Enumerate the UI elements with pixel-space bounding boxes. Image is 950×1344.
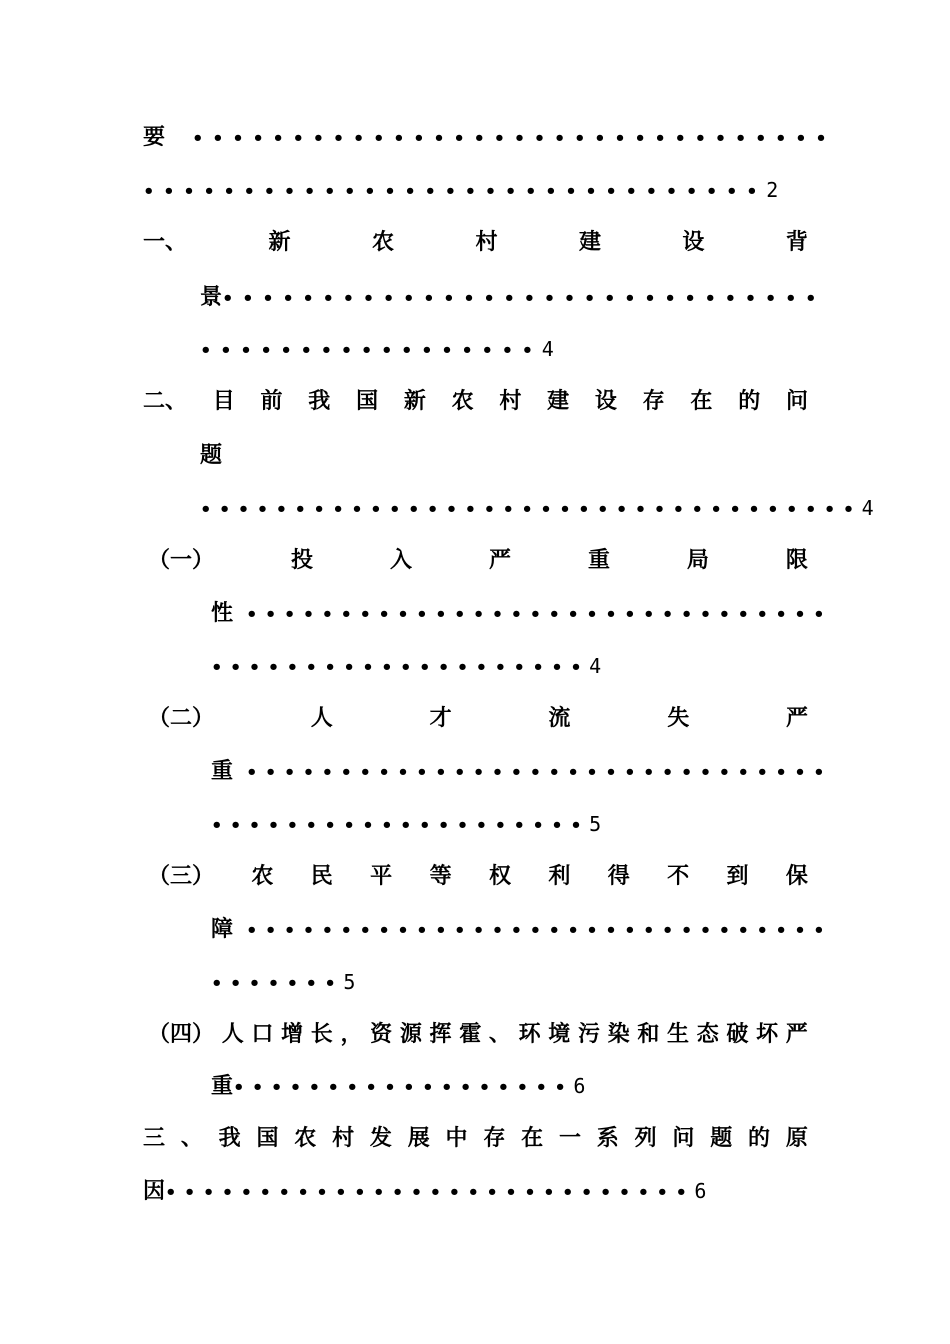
leader-dots: ••••••• bbox=[211, 973, 344, 994]
title-char: 在 bbox=[521, 1125, 544, 1151]
leader-dots: •••••••••••••••••••••••••••••••• bbox=[192, 128, 836, 149]
title-char: 、 bbox=[180, 1125, 203, 1151]
title-char: 局 bbox=[686, 547, 709, 573]
leader-dots: ••••••••••••••••• bbox=[200, 340, 542, 361]
toc-entry-title: 要 bbox=[143, 124, 166, 150]
page-number: 6 bbox=[694, 1179, 707, 1203]
leader-dots: ••••••••••••••••••••••••••••••• bbox=[246, 920, 833, 941]
title-char: 资 bbox=[370, 1021, 393, 1047]
title-char: 农 bbox=[294, 1125, 317, 1151]
title-char: 人 bbox=[310, 705, 333, 731]
title-char: 境 bbox=[548, 1021, 571, 1047]
title-char: 口 bbox=[251, 1021, 274, 1047]
title-char: 列 bbox=[634, 1125, 657, 1151]
title-char: 题 bbox=[710, 1125, 733, 1151]
toc-entry-sub4[interactable] bbox=[148, 1019, 808, 1049]
title-char: 设 bbox=[682, 229, 705, 255]
title-char: 限 bbox=[785, 547, 808, 573]
title-char: 投 bbox=[290, 547, 313, 573]
page-number: 6 bbox=[573, 1074, 586, 1098]
title-char: 流 bbox=[548, 705, 571, 731]
title-char: 民 bbox=[310, 863, 333, 889]
toc-entry-sub4-cont[interactable] bbox=[211, 1071, 808, 1101]
toc-entry-sub1[interactable] bbox=[148, 545, 808, 575]
title-char: 三 bbox=[143, 1125, 166, 1151]
title-char: 村 bbox=[332, 1125, 355, 1151]
title-char: 得 bbox=[607, 863, 630, 889]
toc-entry-sub3[interactable] bbox=[148, 861, 808, 891]
title-char: 农 bbox=[451, 388, 474, 414]
toc-entry-sub1-page[interactable] bbox=[211, 651, 808, 681]
toc-entry-section2-page[interactable] bbox=[200, 493, 874, 523]
page-number: 4 bbox=[589, 654, 602, 678]
toc-entry-section1-page[interactable] bbox=[200, 334, 808, 364]
section-prefix: （三） bbox=[148, 863, 215, 889]
toc-entry-summary[interactable] bbox=[143, 122, 836, 152]
toc-entry-sub2-cont[interactable] bbox=[211, 756, 833, 786]
title-char: 平 bbox=[370, 863, 393, 889]
leader-dots: •••••••••••••••••••• bbox=[211, 657, 590, 678]
section-prefix: （二） bbox=[148, 705, 215, 731]
title-char: 问 bbox=[672, 1125, 695, 1151]
title-char: 重 bbox=[587, 547, 610, 573]
title-char: 的 bbox=[748, 1125, 771, 1151]
toc-entry-sub2-page[interactable] bbox=[211, 809, 808, 839]
title-char: 权 bbox=[488, 863, 511, 889]
title-char: 新 bbox=[268, 229, 291, 255]
title-char: 的 bbox=[738, 388, 761, 414]
title-char: 中 bbox=[445, 1125, 468, 1151]
title-char: 入 bbox=[389, 547, 412, 573]
title-char: 存 bbox=[483, 1125, 506, 1151]
title-char: 利 bbox=[548, 863, 571, 889]
title-char: 目 bbox=[212, 388, 235, 414]
title-char: 、 bbox=[488, 1021, 511, 1047]
toc-entry-section2-cont[interactable] bbox=[200, 440, 808, 470]
title-char: 国 bbox=[256, 1125, 279, 1151]
title-char: 不 bbox=[667, 863, 690, 889]
leader-dots: •••••••••••••••••••• bbox=[211, 815, 590, 836]
section-prefix: 二、 bbox=[143, 388, 188, 414]
toc-entry-summary-cont[interactable] bbox=[143, 175, 808, 205]
leader-dots: ••••••••••••••••••••••••••••••••••• bbox=[200, 499, 862, 520]
title-char: 建 bbox=[578, 229, 601, 255]
title-char: 挥 bbox=[429, 1021, 452, 1047]
toc-entry-section3-cont[interactable] bbox=[143, 1176, 808, 1206]
title-char: 在 bbox=[690, 388, 713, 414]
toc-entry-sub3-page[interactable] bbox=[211, 967, 808, 997]
title-char: 环 bbox=[518, 1021, 541, 1047]
toc-entry-section1[interactable] bbox=[143, 227, 808, 257]
title-char: 问 bbox=[785, 388, 808, 414]
title-char: 原 bbox=[785, 1125, 808, 1151]
title-char: 和 bbox=[637, 1021, 660, 1047]
page-number: 2 bbox=[766, 178, 779, 202]
toc-entry-section2[interactable] bbox=[143, 386, 808, 416]
title-char: 因 bbox=[143, 1178, 166, 1204]
title-char: 我 bbox=[218, 1125, 241, 1151]
title-char: 保 bbox=[785, 863, 808, 889]
title-char: 严 bbox=[785, 1021, 808, 1047]
page-number: 5 bbox=[343, 970, 356, 994]
page-number: 4 bbox=[861, 496, 874, 520]
title-char: 建 bbox=[547, 388, 570, 414]
leader-dots: •••••••••••••••••• bbox=[233, 1077, 574, 1098]
title-char: 农 bbox=[371, 229, 394, 255]
title-char: 国 bbox=[356, 388, 379, 414]
title-char: 存 bbox=[642, 388, 665, 414]
title-char: 性 bbox=[211, 600, 234, 626]
title-char: 发 bbox=[369, 1125, 392, 1151]
title-char: 坏 bbox=[756, 1021, 779, 1047]
title-char: 到 bbox=[726, 863, 749, 889]
title-char: 污 bbox=[577, 1021, 600, 1047]
title-char: 霍 bbox=[459, 1021, 482, 1047]
title-char: 设 bbox=[594, 388, 617, 414]
title-char: 我 bbox=[308, 388, 331, 414]
title-char: 才 bbox=[429, 705, 452, 731]
title-char: 展 bbox=[407, 1125, 430, 1151]
toc-entry-section3[interactable] bbox=[143, 1123, 808, 1153]
title-char: 染 bbox=[607, 1021, 630, 1047]
title-char: 农 bbox=[251, 863, 274, 889]
toc-entry-sub2[interactable] bbox=[148, 703, 808, 733]
title-char: 长 bbox=[310, 1021, 333, 1047]
title-char: 严 bbox=[488, 547, 511, 573]
title-char: ， bbox=[340, 1021, 363, 1047]
title-char: 等 bbox=[429, 863, 452, 889]
title-char: 障 bbox=[211, 916, 234, 942]
title-char: 景 bbox=[200, 284, 223, 310]
section-prefix: （四） bbox=[148, 1021, 215, 1047]
leader-dots: •••••••••••••••••••••••••••• bbox=[165, 1182, 695, 1203]
toc-entry-section1-cont[interactable] bbox=[200, 282, 826, 312]
title-char: 重 bbox=[211, 1073, 234, 1099]
title-char: 生 bbox=[667, 1021, 690, 1047]
title-char: 题 bbox=[200, 442, 223, 468]
title-char: 态 bbox=[696, 1021, 719, 1047]
leader-dots: ••••••••••••••••••••••••••••••• bbox=[246, 604, 833, 625]
title-char: 村 bbox=[499, 388, 522, 414]
title-char: 源 bbox=[399, 1021, 422, 1047]
leader-dots: •••••••••••••••••••••••••••••• bbox=[222, 288, 826, 309]
title-char: 一 bbox=[558, 1125, 581, 1151]
title-char: 前 bbox=[260, 388, 283, 414]
leader-dots: ••••••••••••••••••••••••••••••• bbox=[143, 181, 767, 202]
title-char: 村 bbox=[475, 229, 498, 255]
section-prefix: （一） bbox=[148, 547, 215, 573]
page-number: 4 bbox=[541, 337, 554, 361]
page-number: 5 bbox=[589, 812, 602, 836]
title-char: 重 bbox=[211, 758, 234, 784]
title-char: 系 bbox=[596, 1125, 619, 1151]
title-char: 增 bbox=[281, 1021, 304, 1047]
title-char: 背 bbox=[785, 229, 808, 255]
title-char: 严 bbox=[785, 705, 808, 731]
title-char: 新 bbox=[403, 388, 426, 414]
leader-dots: ••••••••••••••••••••••••••••••• bbox=[246, 762, 833, 783]
section-prefix: 一、 bbox=[143, 229, 188, 255]
toc-entry-sub3-cont[interactable] bbox=[211, 914, 833, 944]
title-char: 人 bbox=[221, 1021, 244, 1047]
title-char: 破 bbox=[726, 1021, 749, 1047]
toc-entry-sub1-cont[interactable] bbox=[211, 598, 833, 628]
title-char: 失 bbox=[667, 705, 690, 731]
